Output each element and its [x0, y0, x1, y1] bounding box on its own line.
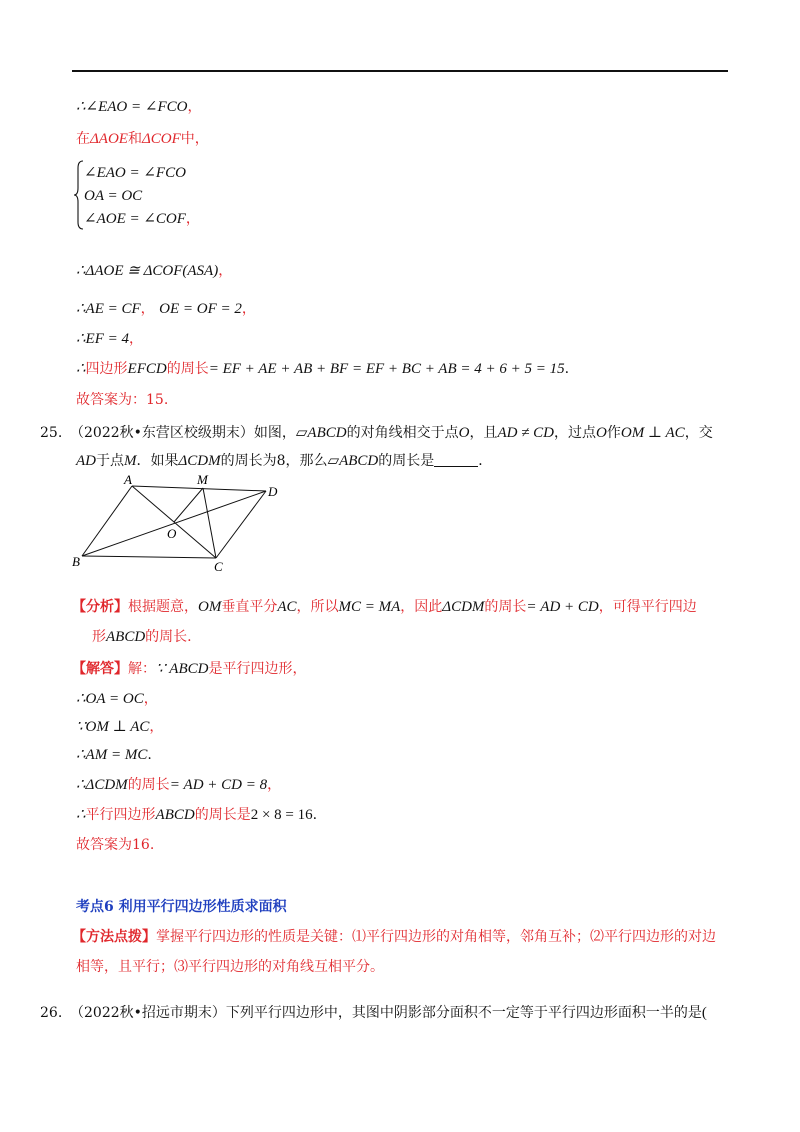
text: （2022秋•招远市期末）下列平行四边形中，其图中阴影部分面积不一定等于平行四边形面积一半的是 [70, 1005, 702, 1021]
math-expr: EFCD [127, 361, 167, 377]
text: 平行四边形 [85, 807, 156, 823]
system-eq-1 [84, 164, 186, 182]
punct: ， [218, 263, 233, 279]
math-expr: = AD + CD = 8 [169, 777, 268, 793]
text: 的周长 [166, 361, 209, 377]
math-expr: ∴ΔAOE ≅ ΔCOF(ASA) [76, 263, 219, 279]
math-expr: ∵OM ⊥ AC [76, 719, 150, 735]
edge-ba [82, 486, 132, 556]
math-expr: ∴AE = CF [76, 301, 141, 317]
text: 四边形 [85, 361, 128, 377]
left-brace-icon [74, 160, 84, 230]
parallelogram-figure [66, 470, 306, 580]
math-expr: ΔCOF [141, 131, 181, 147]
punct: . [312, 807, 318, 823]
label-o: O [167, 526, 177, 541]
label-c: C [214, 559, 223, 574]
punct: ， [241, 301, 256, 317]
text: 的周长 [127, 777, 170, 793]
math-expr: ΔAOE [90, 131, 128, 147]
text: 形 [92, 629, 106, 645]
q25-line1 [70, 424, 713, 442]
math-expr: ABCD [155, 807, 195, 823]
text: 的周长为8，那么 [220, 453, 328, 469]
text: ，因此 [400, 599, 443, 615]
system-eq-3 [84, 210, 200, 228]
text: ，交 [684, 425, 713, 441]
text: 是平行四边形， [208, 661, 307, 677]
solution-step5 [76, 806, 317, 824]
edge-dc [216, 491, 266, 558]
section-title: 考点6 利用平行四边形性质求面积 [76, 899, 287, 915]
solution-step3 [76, 746, 152, 764]
math-expr: MC = MA [338, 599, 401, 615]
label-a: A [124, 472, 132, 487]
math-expr: ▱ABCD [327, 453, 379, 469]
q25-line2 [76, 452, 492, 470]
math-expr: AD [76, 453, 96, 469]
answer-line-24: 故答案为：15. [76, 392, 169, 408]
math-expr: ∠EAO = ∠FCO [84, 165, 186, 181]
question-number: 26. [40, 1005, 63, 1021]
math-expr: OA = OC [84, 188, 143, 204]
math-expr: ∴ΔCDM [76, 777, 128, 793]
question-number: 25. [40, 425, 63, 441]
answer-blank[interactable] [434, 452, 478, 467]
math-expr: O [458, 425, 470, 441]
label-d: D [268, 484, 278, 499]
math-expr: ΔCDM [442, 599, 485, 615]
punct: ( [701, 1005, 707, 1021]
math-expr: O [596, 425, 607, 441]
math-expr: ∴AM = MC [76, 747, 148, 763]
solution-tag: 【解答】 [72, 661, 128, 677]
math-expr: ∠AOE = ∠COF [84, 211, 186, 227]
math-expr: = EF + AE + AB + BF = EF + BC + AB = 4 + 6 + 5 = 15 [208, 361, 565, 377]
math-expr: ABCD [106, 629, 146, 645]
math-expr: AD ≠ CD [497, 425, 555, 441]
line-congruent [76, 262, 232, 280]
label-b: B [72, 554, 80, 569]
solution-step1 [76, 690, 158, 708]
punct: . [564, 361, 570, 377]
math-expr: OE = OF = 2 [159, 301, 242, 317]
math-expr: 2 × 8 = 16 [250, 807, 313, 823]
punct: ， [129, 331, 143, 347]
solution-step2 [76, 718, 163, 736]
text: 的周长是 [378, 453, 435, 469]
text: 的周长是 [194, 807, 251, 823]
line-in-triangles [76, 130, 209, 148]
solution-step4 [76, 776, 281, 794]
text: ，且 [469, 425, 498, 441]
line-ef [76, 330, 143, 348]
text: 中， [180, 131, 209, 147]
text: 作 [606, 425, 621, 441]
line-angle-eq [76, 98, 201, 116]
label-m: M [197, 472, 208, 487]
punct: . [147, 747, 152, 763]
text: ，可得平行四边 [598, 599, 697, 615]
math-expr: = AD + CD [526, 599, 599, 615]
line-perimeter-efcd [76, 360, 569, 378]
math-expr: ∴ [76, 807, 86, 823]
segment-om [174, 488, 203, 522]
math-expr: AC [277, 599, 297, 615]
analysis-tag: 【分析】 [72, 599, 128, 615]
punct: ， [187, 99, 202, 115]
text: ，过点 [554, 425, 597, 441]
answer-line-25: 故答案为16. [76, 837, 155, 853]
text: 的周长 [484, 599, 527, 615]
text: ，所以 [296, 599, 339, 615]
diagonal-bd [82, 491, 266, 556]
text: 和 [127, 131, 142, 147]
text: 的周长. [145, 629, 192, 645]
punct: ， [143, 691, 158, 707]
math-expr: ∵ ABCD [156, 661, 209, 677]
text: （2022秋•东营区校级期末）如图， [70, 425, 296, 441]
method-tip-line2: 相等，且平行；⑶平行四边形的对角线互相平分。 [76, 959, 384, 975]
text: 掌握平行四边形的性质是关键：⑴平行四边形的对角相等，邻角互补；⑵平行四边形的对边 [156, 929, 716, 945]
punct: ， [140, 301, 155, 317]
punct: ， [149, 719, 164, 735]
analysis-line2 [92, 628, 192, 646]
math-expr: ∴ [76, 361, 86, 377]
method-tip-tag: 【方法点拨】 [72, 929, 156, 945]
header-rule [72, 70, 728, 72]
text: 解： [128, 661, 156, 677]
text: 的对角线相交于点 [346, 425, 459, 441]
solution-line0 [72, 660, 306, 678]
math-expr: OM [198, 599, 222, 615]
system-eq-2 [84, 187, 142, 205]
text: 在 [76, 131, 90, 147]
math-expr: ∴OA = OC [76, 691, 144, 707]
edge-cb [82, 556, 216, 558]
punct: ． [478, 453, 493, 469]
text: 于点 [96, 453, 124, 469]
math-expr: M [124, 453, 137, 469]
q26-text [70, 1004, 707, 1022]
math-expr: ∴∠EAO = ∠FCO [76, 99, 188, 115]
math-expr: OM ⊥ AC [620, 425, 685, 441]
math-expr: ∴EF = 4 [76, 331, 129, 347]
line-ae-cf [76, 300, 256, 318]
text: 根据题意， [128, 599, 198, 615]
punct: ， [185, 211, 200, 227]
math-expr: ΔCDM [178, 453, 221, 469]
text: 垂直平分 [221, 599, 278, 615]
text: ．如果 [136, 453, 179, 469]
segment-mc [203, 488, 216, 558]
punct: ， [267, 777, 282, 793]
analysis-line1 [72, 598, 697, 616]
method-tip-line1 [72, 928, 716, 946]
math-expr: ▱ABCD [295, 425, 347, 441]
